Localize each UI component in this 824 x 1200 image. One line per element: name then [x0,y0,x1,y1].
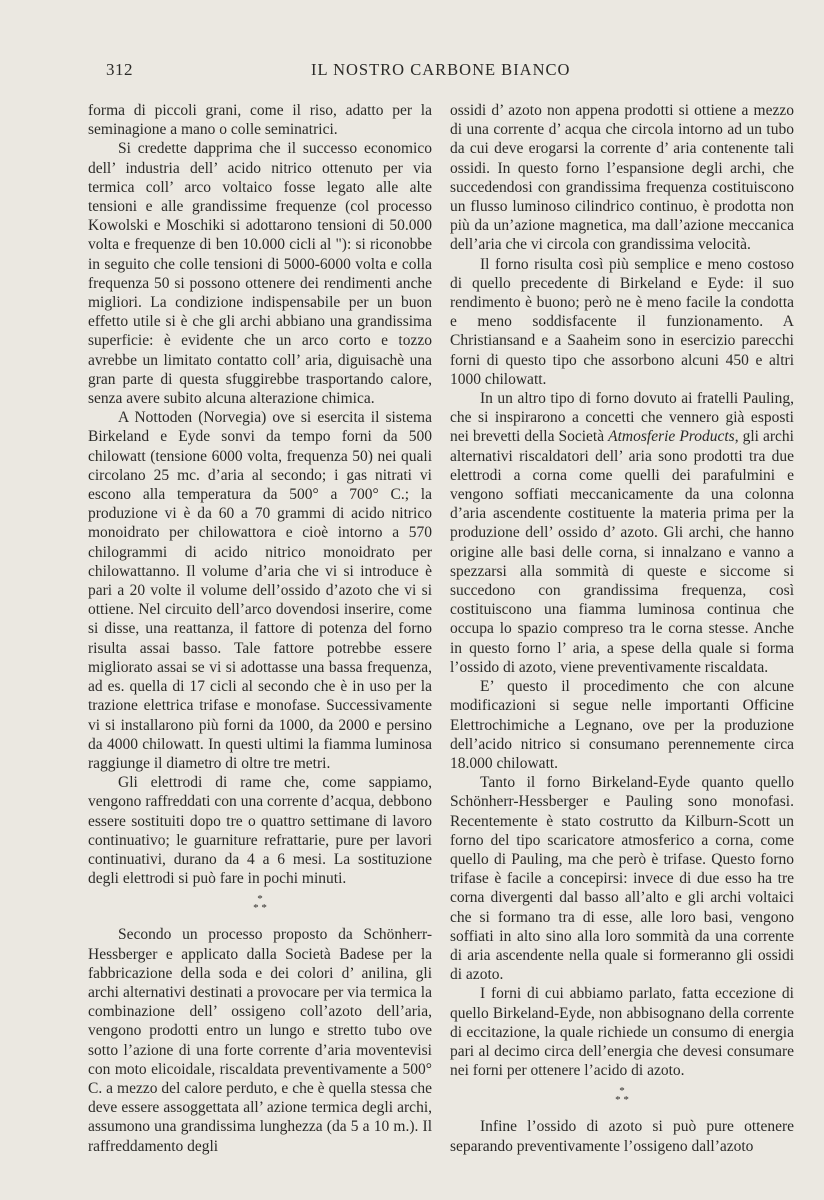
paragraph: Gli elettrodi di rame che, come sappiamo, vengono raffreddati con una corrente d’acqua, debbono essere sostituiti dopo tre o quattro settimane di lavoro continuativo; le guarniture refrattarie, pure per lavori continuativi, durano da 4 a 6 mesi. La sostituzione degli elettrodi si può fare in pochi minuti. [88,774,432,888]
paragraph: E’ questo il procedimento che con alcune modificazioni si segue nelle importanti Officine Elettrochimiche a Legnano, ove per la produzione dell’acido nitrico si consumano perennemente circa 18.000 chilowatt. [450,678,794,772]
right-column [450,101,794,1156]
paragraph-text: In un altro tipo di forno dovuto ai fratelli Pauling, che si inspirarono a concetti che vennero già esposti nei brevetti della Società [450,390,794,446]
paragraph: Secondo un processo proposto da Schönherr-Hessberger e applicato dalla Società Badese per la fabbricazione della soda e dei colori d’ anilina, gli archi alternativi destinati a provocare per via termica la combinazione dell’ ossigeno coll’azoto dell’aria, vengono prodotti entro un lungo e stretto tubo ove sotto l’azione di una forte corrente d’aria moventevisi con moto elicoidale, riscaldata preventivamente a 500° C. a mezzo del calore perduto, e che è quella stessa che deve essere assoggettata all’ azione termica degli archi, assumono una grandissima lunghezza (da 5 a 10 m.). Il raffreddamento degli [88,926,432,1155]
paragraph: Tanto il forno Birkeland-Eyde quanto quello Schönherr-Hessberger e Pauling sono monofasi. Recentemente è stato costrutto da Kilburn-Scott un forno del tipo scaricatore atmosferico a corna, come quello di Pauling, ma che però è trifase. Questo forno trifase è facile a concepirsi: invece di due esso ha tre corna divergenti dal basso all’alto e gli archi voltaici che si formano tra di esse, alle loro basi, vengono soffiati in alto sino alla loro sommità da una corrente di aria ascendente nella quale si formeranno gli ossidi di azoto. [450,774,794,984]
paragraph: Infine l’ossido di azoto si può pure ottenere separando preventivamente l’ossigeno dall’azoto [450,1118,794,1155]
section-divider [450,1087,794,1105]
asterism-bottom: * * [615,1094,629,1107]
paragraph: Il forno risulta così più semplice e meno costoso di quello precedente di Birkeland e Eyde: il suo rendimento è buono; però ne è meno facile la condotta e meno soddisfacente il funzionamento. A Christiansand e a Saaheim sono in esercizio parecchi forni di questo tipo che assorbono alcuni 450 e altri 1000 chilowatt. [450,255,794,388]
italic-company-name: Atmosferie Products [608,428,735,446]
paragraph [450,389,794,677]
asterism-bottom: * * [253,902,267,915]
paragraph-text: , gli archi alternativi riscaldatori dell’ aria sono prodotti tra due elettrodi a corna come quelli dei parafulmini e vengono soffiati meccanicamente da una colonna d’aria ascendente costituente la materia prima per la produzione dell’ ossido d’ azoto. Gli archi, che hanno origine alle basi delle corna, si innalzano e vanno a spezzarsi alla sommità di queste e siccome si succedono con grandissima frequenza, così costituiscono una fiamma luminosa continua che occupa lo spazio compreso tra le corna stesse. Anche in questo forno l’ aria, a spese della quale si forma l’ossido di azoto, viene preventivamente riscaldata. [450,428,794,676]
left-column [88,101,432,1156]
section-divider [88,895,432,913]
paragraph: I forni di cui abbiamo parlato, fatta eccezione di quello Birkeland-Eyde, non abbisognano della corrente di eccitazione, la quale richiede un consumo di energia pari al decimo circa dell’energia che devesi consumare nei forni per ottenere l’acido di azoto. [450,985,794,1080]
paragraph: forma di piccoli grani, come il riso, adatto per la seminagione a mano o colle seminatrici. [88,102,432,139]
paragraph: ossidi d’ azoto non appena prodotti si ottiene a mezzo di una corrente d’ acqua che circola intorno ad un tubo da cui deve erogarsi la corrente d’ aria contenente tali ossidi. In questo forno l’espansione degli archi, che succedendosi con grandissima frequenza costituiscono un flusso luminoso cilindrico continuo, è prodotta non più da un’azione magnetica, ma dall’azione meccanica dell’aria che vi circola con grandissima velocità. [450,102,794,254]
asterism-top: * [257,893,263,906]
paragraph: A Nottoden (Norvegia) ove si esercita il sistema Birkeland e Eyde sonvi da tempo forni da 500 chilowatt (tensione 6000 volta, frequenza 50) nei quali circolano 25 mc. d’aria al secondo; i gas nitrati vi escono alla temperatura da 500° a 700° C.; la produzione vi è da 60 a 70 grammi di acido nitrico monoidrato per chilowattora e cioè intorno a 570 chilogrammi di acido nitrico monoidrato per chilowattanno. Il volume d’aria che vi si introduce è pari a 20 volte il volume dell’ossido d’azoto che vi si ottiene. Nel circuito dell’arco dovendosi inserire, come si disse, una reattanza, il fattore di potenza del forno risulta assai basso. Tale fattore potrebbe essere migliorato assai se vi si adottasse una bassa frequenza, ad es. quella di 17 cicli al secondo che è in uso per la trazione elettrica trifase e monofase. Successivamente vi si installarono più forni da 1000, da 2000 e persino da 4000 chilowatt. In questi ultimi la fiamma luminosa raggiunge il diametro di oltre tre metri. [88,409,432,772]
asterism-top: * [619,1085,625,1098]
page-header [106,60,766,82]
running-title: IL NOSTRO CARBONE BIANCO [311,60,571,79]
page-number: 312 [106,60,133,79]
paragraph: Si credette dapprima che il successo economico dell’ industria dell’ acido nitrico ottenuto per via termica coll’ arco voltaico fosse legato alle alte tensioni e alle grandissime frequenze (col processo Kowolski e Moschiki si adottarono tensioni di 50.000 volta e frequenze di ben 10.000 cicli al "): si riconobbe in seguito che colle tensioni di 5000-6000 volta e colla frequenza 50 si possono ottenere dei rendimenti anche migliori. La condizione indispensabile per un buon effetto utile si è che gli archi abbiano una grandissima superficie: è evidente che un arco corto e tozzo avrebbe un limitato contatto coll’ aria, diguisachè una gran parte di questa sfuggirebbe trasportando calore, senza avere subito alcuna alterazione chimica. [88,140,432,408]
